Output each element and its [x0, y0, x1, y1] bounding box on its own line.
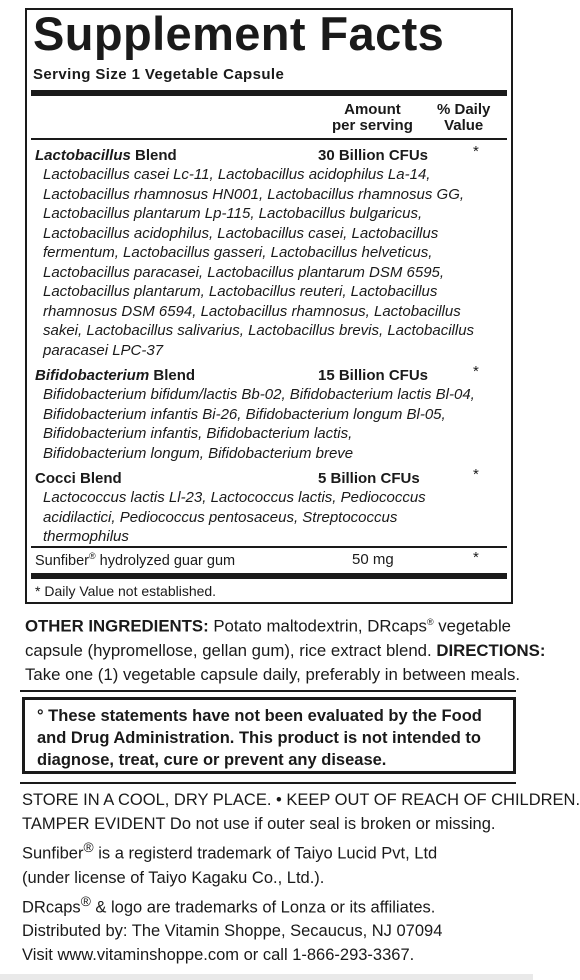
directions-text: Take one (1) vegetable capsule daily, preferably in between meals.: [25, 664, 521, 684]
blend-amount: 15 Billion CFUs: [318, 367, 429, 384]
header-divider: [31, 138, 507, 140]
sunfiber-trademark: Sunfiber® is a registerd trademark of Taiyo Lucid Pvt, Ltd: [22, 840, 438, 863]
blend-members: Lactobacillus casei Lc-11, Lactobacillus acidophilus La-14, Lactobacillus rhamnosus HN001, Lactobacillus rhamnosus GG, Lactobacillus plantarum Lp-115, Lactobacillus bulgaricus, Lactobacillus acidophilus, Lactobacillus casei, Lactobacillus fermentum, Lactobacillus gasseri, Lactobacillus helveticus, Lactobacillus paracasei, Lactobacillus plantarum DSM 6595, Lactobacillus plantarum, Lactobacillus reuteri, Lactobacillus rhamnosus DSM 6594, Lactobacillus rhamnosus, Lactobacillus sakei, Lactobacillus salivarius, Lactobacillus brevis, Lactobacillus paracasei LPC-37: [43, 166, 475, 359]
panel-title: Supplement Facts: [33, 7, 445, 60]
sunfiber-name: Sunfiber® hydrolyzed guar gum: [35, 551, 236, 569]
blend-name: Lactobacillus Blend: [35, 147, 177, 164]
section-divider: [20, 782, 516, 784]
other-line-2: capsule (hypromellose, gellan gum), rice extract blend. DIRECTIONS:: [25, 640, 546, 660]
other-ingredients: [25, 610, 546, 687]
daily-value-star: *: [473, 143, 479, 160]
thick-divider: [31, 573, 507, 579]
thick-divider: [31, 90, 507, 96]
daily-value-header: % Daily Value: [437, 101, 491, 134]
serving-size: Serving Size 1 Vegetable Capsule: [33, 66, 285, 83]
blend-members: Bifidobacterium bifidum/lactis Bb-02, Bifidobacterium lactis Bl-04, Bifidobacterium infantis Bi-26, Bifidobacterium longum Bl-05, Bifidobacterium infantis, Bifidobacterium lactis, Bifidobacterium longum, Bifidobacterium breve: [43, 386, 475, 462]
fda-disclaimer-text: ° These statements have not been evaluated by the Food and Drug Administration. This product is not intended to diagnose, treat, cure or prevent any disease.: [37, 707, 482, 769]
bottom-edge: [0, 974, 533, 980]
daily-value-footnote: * Daily Value not established.: [35, 583, 217, 599]
storage-and-distribution: [22, 788, 580, 967]
amount-header: Amount per serving: [332, 101, 413, 134]
blend-name: Bifidobacterium Blend: [35, 367, 196, 384]
section-divider: [20, 690, 516, 692]
blend-name: Cocci Blend: [35, 470, 122, 487]
daily-value-star: *: [473, 549, 479, 566]
supplement-facts-panel: [25, 8, 513, 604]
blend-amount: 5 Billion CFUs: [318, 470, 420, 487]
trademark-license: (under license of Taiyo Kagaku Co., Ltd.).: [22, 868, 325, 887]
daily-value-star: *: [473, 466, 479, 483]
fda-disclaimer-box: [22, 697, 516, 774]
other-line-1: OTHER INGREDIENTS: Potato maltodextrin, DRcaps® vegetable: [25, 616, 512, 636]
blend-amount: 30 Billion CFUs: [318, 147, 429, 164]
drcaps-trademark: DRcaps® & logo are trademarks of Lonza or its affiliates.: [22, 893, 436, 916]
row-divider: [31, 546, 507, 548]
contact-line: Visit www.vitaminshoppe.com or call 1-866-293-3367.: [22, 946, 415, 964]
tamper-evident: TAMPER EVIDENT Do not use if outer seal is broken or missing.: [22, 815, 496, 833]
daily-value-star: *: [473, 363, 479, 380]
storage-warning: STORE IN A COOL, DRY PLACE. • KEEP OUT OF REACH OF CHILDREN.: [22, 791, 580, 809]
blend-members: Lactococcus lactis Ll-23, Lactococcus lactis, Pediococcus acidilactici, Pediococcus pentosaceus, Streptococcus thermophilus: [43, 489, 426, 545]
sunfiber-amount: 50 mg: [352, 551, 394, 568]
distributor: Distributed by: The Vitamin Shoppe, Secaucus, NJ 07094: [22, 922, 443, 940]
